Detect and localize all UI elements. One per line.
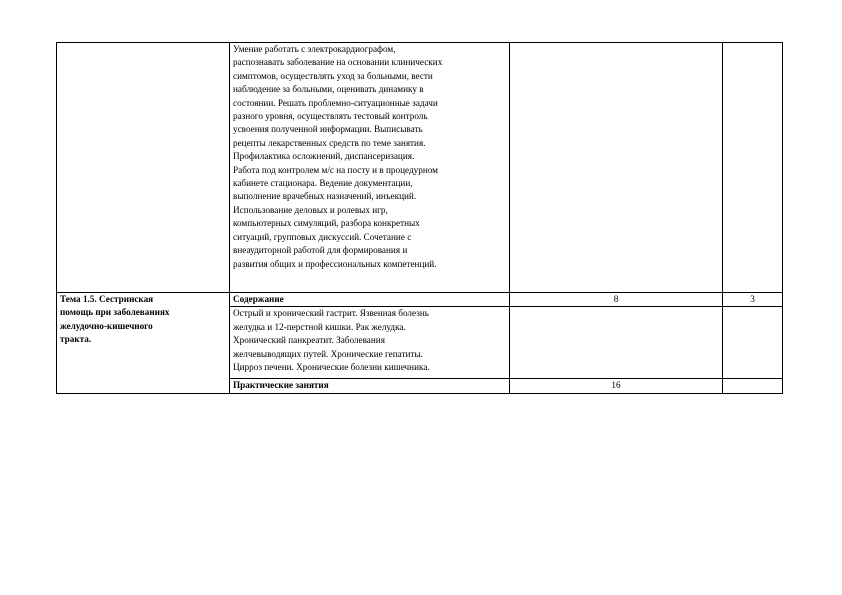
topic-cell-empty — [57, 43, 230, 293]
content-line: желудка и 12-перстной кишки. Рак желудка. — [233, 321, 406, 332]
content-line: Цирроз печени. Хронические болезни кишечника. — [233, 362, 430, 373]
topic-title-line: тракта. — [60, 334, 92, 345]
practice-label: Практические занятия — [230, 379, 510, 393]
topic-title-line: помощь при заболеваниях — [60, 307, 170, 318]
content-description-hours-empty — [510, 307, 723, 379]
description-line: усвоения полученной информации. Выписывать — [233, 124, 423, 135]
description-line: Работа под контролем м/с на посту и в процедурном — [233, 164, 438, 175]
content-label: Содержание — [230, 293, 510, 307]
topic-title-line: желудочно-кишечного — [60, 320, 153, 331]
description-line: внеаудиторной работой для формирования и — [233, 245, 408, 256]
description-line: Умение работать с электрокардиографом, — [233, 44, 396, 54]
content-description-level-empty — [723, 307, 783, 379]
content-description-cell — [230, 307, 510, 379]
description-line: компьютерных симуляций, разбора конкретных — [233, 218, 420, 229]
table-row-content-header — [57, 293, 783, 307]
description-line: выполнение врачебных назначений, инъекций. — [233, 191, 417, 202]
description-line: состоянии. Решать проблемно-ситуационные задачи — [233, 97, 438, 108]
description-line: ситуаций, групповых дискуссий. Сочетание с — [233, 231, 412, 242]
description-line: развития общих и профессиональных компетенций. — [233, 258, 437, 269]
content-line: желчевыводящих путей. Хронические гепатиты. — [233, 348, 423, 359]
topic-title-line: Тема 1.5. Сестринская — [60, 294, 154, 304]
content-level: 3 — [723, 293, 783, 307]
description-line: наблюдение за больными, оценивать динамику в — [233, 84, 424, 95]
practice-level — [723, 379, 783, 393]
description-line: распознавать заболевание на основании клинических — [233, 57, 443, 68]
level-cell-empty — [723, 43, 783, 293]
content-hours: 8 — [510, 293, 723, 307]
practice-description-cell — [230, 43, 510, 293]
description-line: симптомов, осуществлять уход за больными, вести — [233, 70, 433, 81]
description-line: Профилактика осложнений, диспансеризация. — [233, 151, 415, 162]
hours-cell-empty — [510, 43, 723, 293]
content-line: Острый и хронический гастрит. Язвенная болезнь — [233, 308, 429, 319]
content-line: Хронический панкреатит. Заболевания — [233, 335, 385, 346]
description-line: рецепты лекарственных средств по теме занятия. — [233, 137, 426, 148]
topic-title-cell — [57, 293, 230, 394]
description-line: кабинете стационара. Ведение документации, — [233, 178, 413, 189]
curriculum-table — [56, 42, 783, 394]
practice-hours: 16 — [510, 379, 723, 393]
table-row-continuation — [57, 43, 783, 293]
description-line: разного уровня, осуществлять тестовый контроль — [233, 111, 428, 122]
description-line: Использование деловых и ролевых игр, — [233, 204, 388, 215]
